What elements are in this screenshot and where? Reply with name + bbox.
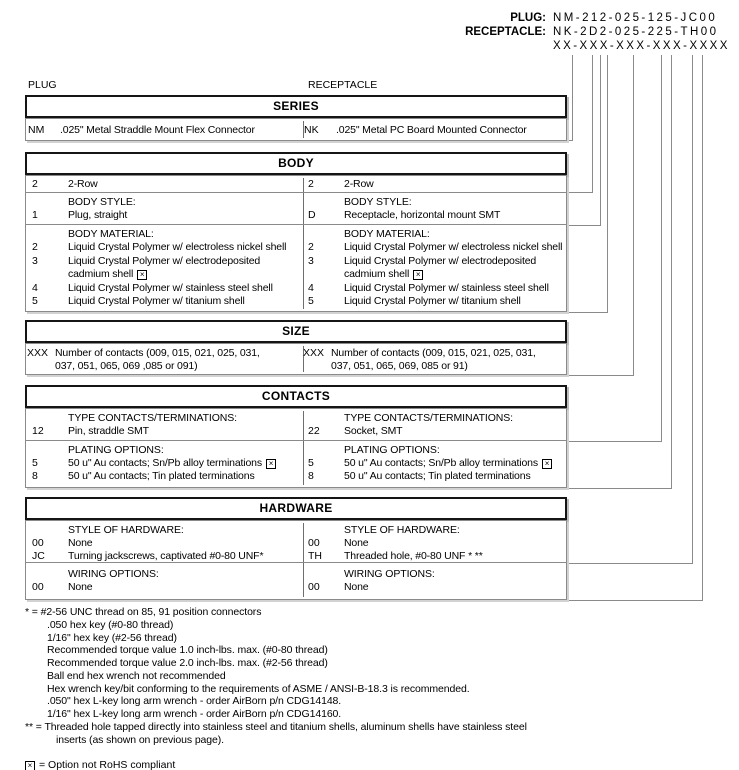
body-material-label-receptacle: BODY MATERIAL: [344,228,430,240]
footnote-line: Ball end hex wrench not recommended [47,669,226,682]
footnote-star-head: * = #2-56 UNC thread on 85, 91 position connectors [25,606,262,618]
wiring-label-plug: WIRING OPTIONS: [68,568,159,580]
leader-connector-body-material [567,312,608,313]
leader-connector-wiring [567,600,703,601]
leader-connector-plating [567,488,672,489]
footnote-line: .050" hex L-key long arm wrench - order AirBorn p/n CDG14148. [47,695,342,708]
leader-connector-size [567,375,634,376]
contact-type-label-plug: TYPE CONTACTS/TERMINATIONS: [68,412,238,424]
material-desc: Liquid Crystal Polymer w/ titanium shell [344,295,521,308]
size-receptacle-line1: Number of contacts (009, 015, 021, 025, 031, [331,347,536,359]
leader-connector-rows [567,192,593,193]
contacts-header: CONTACTS [25,385,567,408]
not-rohs-icon: × [266,459,276,469]
plating-desc: 50 u" Au contacts; Tin plated terminations [344,470,531,482]
series-plug-desc: .025" Metal Straddle Mount Flex Connector [60,124,255,136]
size-receptacle-entry [302,347,566,373]
rohs-note [25,759,175,770]
leader-connector-body-style [567,225,601,226]
hardware-style-desc: None [344,537,369,549]
plug-pn-value: NM-212-025-125-JC00 [553,12,718,24]
wiring-plug-code: 00 [32,581,44,593]
leader-line-contact-type [661,55,662,442]
contacts-content [25,408,567,488]
plating-code: 8 [32,470,38,482]
contact-type-label-receptacle: TYPE CONTACTS/TERMINATIONS: [344,412,514,424]
size-plug-code: XXX [27,347,49,359]
plating-desc: 50 u" Au contacts; Sn/Pb alloy terminations × [344,457,566,470]
leader-line-wiring [702,55,703,601]
hardware-style-label-receptacle: STYLE OF HARDWARE: [344,524,460,536]
column-title-receptacle: RECEPTACLE [308,79,378,91]
plug-pn-label: PLUG: [510,12,546,24]
material-desc: Liquid Crystal Polymer w/ electrodeposited cadmium shell × [68,254,261,281]
receptacle-pn-label: RECEPTACLE: [465,26,546,38]
hardware-style-code: 00 [32,537,44,549]
size-receptacle-code: XXX [303,347,325,359]
contact-type-plug-code: 12 [32,425,44,437]
size-plug-line2: 037, 051, 065, 069 ,085 or 091) [55,360,198,372]
footnote-line: 1/16" hex key (#2-56 thread) [47,631,177,644]
plating-desc: 50 u" Au contacts; Tin plated terminations [68,470,255,482]
body-rows-receptacle-desc: 2-Row [344,178,374,190]
not-rohs-icon: × [25,761,35,770]
leader-line-size [633,55,634,376]
plating-desc: 50 u" Au contacts; Sn/Pb alloy terminations × [68,457,296,470]
footnote-double-star-cont: inserts (as shown on previous page). [56,733,224,746]
hardware-header: HARDWARE [25,497,567,520]
contact-type-row [26,409,566,441]
column-title-plug: PLUG [28,79,57,91]
footnote-line: 1/16" hex L-key long arm wrench - order AirBorn p/n CDG14160. [47,708,342,720]
footnote-line: .050 hex key (#0-80 thread) [47,618,174,631]
material-desc: Liquid Crystal Polymer w/ titanium shell [68,295,245,308]
body-style-receptacle-code: D [308,209,316,221]
body-rows-plug-code: 2 [32,178,38,190]
receptacle-pn-value: NK-2D2-025-225-TH00 [553,26,719,38]
plating-code: 5 [308,457,314,469]
hardware-style-code: 00 [308,537,320,549]
footnote-double-star: ** = Threaded hole tapped directly into stainless steel and titanium shells, aluminum shells have stainless steel [25,720,527,733]
leader-line-body-style [600,55,601,226]
contact-type-receptacle-code: 22 [308,425,320,437]
wiring-plug-desc: None [68,581,93,593]
body-style-row [26,193,566,225]
footnotes [25,606,625,746]
not-rohs-icon: × [542,459,552,469]
size-header: SIZE [25,320,567,343]
leader-connector-series [567,140,573,141]
hardware-style-desc: None [68,537,93,549]
material-code: 3 [308,254,314,267]
hardware-style-desc: Threaded hole, #0-80 UNF * ** [344,550,483,562]
body-rows-receptacle-code: 2 [308,178,314,190]
material-desc: Liquid Crystal Polymer w/ electroless nickel shell [344,241,563,254]
hardware-style-code: JC [32,550,45,562]
leader-line-plating [671,55,672,489]
size-receptacle-line2: 037, 051, 065, 069, 085 or 91) [331,360,468,372]
leader-line-series [572,55,573,141]
leader-connector-hardware-style [567,563,693,564]
body-header: BODY [25,152,567,175]
plating-code: 5 [32,457,38,469]
material-code: 5 [308,295,314,308]
hardware-style-row [26,521,566,563]
leader-line-rows [592,55,593,193]
body-material-row [26,225,566,311]
series-receptacle-entry [302,124,566,137]
wiring-receptacle-code: 00 [308,581,320,593]
leader-line-body-material [607,55,608,313]
plating-options-row [26,441,566,487]
body-row-count [26,176,566,193]
footnote-line: Hex wrench key/bit conforming to the requirements of ASME / ANSI-B-18.3 is recommended. [47,682,470,695]
body-style-label-receptacle: BODY STYLE: [344,196,412,208]
material-code: 3 [32,254,38,267]
series-content [25,118,567,141]
series-receptacle-desc: .025" Metal PC Board Mounted Connector [336,124,527,136]
body-rows-plug-desc: 2-Row [68,178,98,190]
material-code: 2 [308,241,314,254]
material-code: 4 [32,281,38,294]
series-plug-entry [26,124,296,137]
hardware-style-desc: Turning jackscrews, captivated #0-80 UNF* [68,550,264,562]
body-style-label-plug: BODY STYLE: [68,196,136,208]
material-desc: Liquid Crystal Polymer w/ stainless steel shell [344,281,549,294]
material-desc: Liquid Crystal Polymer w/ stainless steel shell [68,281,273,294]
not-rohs-icon: × [137,270,147,280]
hardware-content [25,520,567,600]
series-plug-code: NM [28,124,45,136]
footnote-line: Recommended torque value 1.0 inch-lbs. max. (#0-80 thread) [47,644,328,657]
size-plug-entry [26,347,296,373]
rohs-note-text: = Option not RoHS compliant [39,759,176,770]
wiring-label-receptacle: WIRING OPTIONS: [344,568,435,580]
plating-code: 8 [308,470,314,482]
body-material-label-plug: BODY MATERIAL: [68,228,154,240]
material-desc: Liquid Crystal Polymer w/ electrodeposited cadmium shell × [344,254,537,281]
body-style-plug-code: 1 [32,209,38,221]
leader-line-hardware-style [692,55,693,564]
series-header: SERIES [25,95,567,118]
material-code: 5 [32,295,38,308]
not-rohs-icon: × [413,270,423,280]
plating-label-receptacle: PLATING OPTIONS: [344,444,440,456]
footnote-line: Recommended torque value 2.0 inch-lbs. max. (#2-56 thread) [47,657,328,669]
wiring-options-row [26,563,566,598]
body-style-plug-desc: Plug, straight [68,209,128,221]
material-code: 2 [32,241,38,254]
series-receptacle-code: NK [304,124,319,136]
body-style-receptacle-desc: Receptacle, horizontal mount SMT [344,209,501,221]
contact-type-plug-desc: Pin, straddle SMT [68,425,149,437]
material-code: 4 [308,281,314,294]
size-plug-line1: Number of contacts (009, 015, 021, 025, 031, [55,347,260,359]
plating-label-plug: PLATING OPTIONS: [68,444,164,456]
contact-type-receptacle-desc: Socket, SMT [344,425,403,437]
wiring-receptacle-desc: None [344,581,369,593]
pn-mask-value: XX-XXX-XXX-XXX-XXXX [553,40,730,52]
hardware-style-code: TH [308,550,322,562]
size-content [25,343,567,375]
leader-connector-contact-type [567,441,662,442]
body-content [25,175,567,312]
hardware-style-label-plug: STYLE OF HARDWARE: [68,524,184,536]
material-desc: Liquid Crystal Polymer w/ electroless nickel shell [68,241,287,254]
